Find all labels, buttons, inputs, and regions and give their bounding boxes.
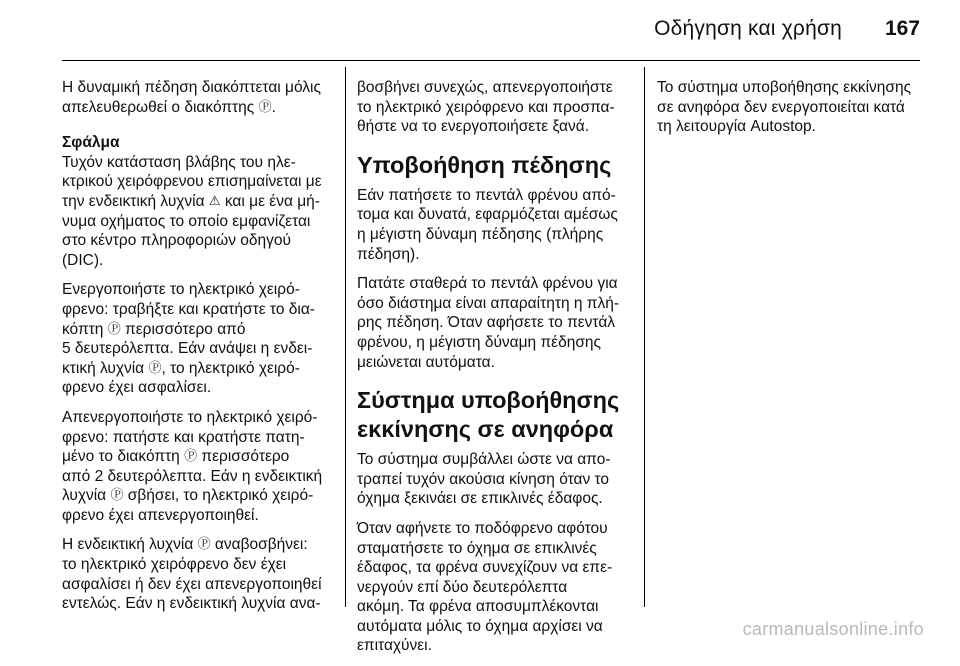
parking-brake-icon: Ⓟ [107, 320, 121, 336]
column-1 [62, 78, 334, 624]
paragraph [357, 450, 633, 509]
watermark: carmanualsonline.info [742, 619, 924, 639]
text-line: Πατάτε σταθερά το πεντάλ φρένου για [357, 275, 618, 293]
text-line: μειώνεται αυτόματα. [357, 353, 495, 371]
parking-brake-icon: Ⓟ [148, 359, 162, 375]
text-line: όσο διάστημα είναι απαραίτητη η πλή- [357, 294, 620, 312]
heading-line: Σύστημα υποβοήθησης [357, 387, 620, 414]
paragraph [62, 408, 334, 526]
text-line [62, 447, 334, 467]
text-line [62, 192, 334, 212]
text-line: αυτόματα μόλις το όχημα αρχίσει να [357, 617, 603, 635]
text-line [62, 486, 334, 506]
column-3 [657, 78, 929, 147]
paragraph [657, 78, 929, 137]
section-subheading: Σφάλμα [62, 134, 120, 152]
parking-brake-icon: Ⓟ [110, 487, 124, 503]
parking-brake-icon: Ⓟ [258, 98, 272, 114]
text-fragment: περισσότερο [201, 448, 290, 466]
text-line: ακόμη. Τα φρένα αποσυμπλέκονται [357, 598, 599, 616]
text-line: εντελώς. Εάν η ενδεικτική λυχνία ανα- [62, 595, 321, 613]
text-line: στο κέντρο πληροφοριών οδηγού [62, 232, 291, 250]
text-line: Τυχόν κατάσταση βλάβης του ηλε- [62, 153, 296, 171]
text-line: τη λειτουργία Autostop. [657, 118, 816, 136]
text-line [62, 359, 334, 379]
text-fragment: . [271, 98, 276, 116]
text-line [62, 320, 334, 340]
text-line: επιταχύνει. [357, 637, 432, 655]
text-line: θήστε να το ενεργοποιήσετε ξανά. [357, 118, 590, 136]
parking-brake-icon: Ⓟ [197, 536, 211, 552]
paragraph [62, 280, 334, 398]
warning-lamp-icon: ⚠ [208, 192, 221, 208]
heading-line: Υποβοήθηση πέδησης [357, 151, 612, 178]
text-line: φρένου, η μέγιστη δύναμη πέδησης [357, 333, 601, 351]
text-line: ρης πέδηση. Όταν αφήσετε το πεντάλ [357, 314, 616, 332]
text-line: Όταν αφήνετε το ποδόφρενο αφότου [357, 519, 608, 537]
column-2 [357, 78, 633, 666]
text-line: Απενεργοποιήστε το ηλεκτρικό χειρό- [62, 408, 318, 426]
text-line: νυμα οχήματος το οποίο εμφανίζεται [62, 212, 311, 230]
paragraph [62, 535, 334, 613]
paragraph [357, 519, 633, 656]
text-line: φρενο: τραβήξτε και κρατήστε το δια- [62, 300, 315, 318]
text-line [62, 98, 334, 118]
text-fragment: κόπτη [62, 320, 104, 338]
text-fragment: , το ηλεκτρικό χειρό- [161, 359, 300, 377]
section-heading [357, 386, 633, 444]
text-fragment: κτική λυχνία [62, 359, 145, 377]
paragraph [357, 186, 633, 264]
column-divider [345, 67, 346, 607]
text-line [62, 535, 334, 555]
text-line: κτρικού χειρόφρενου επισημαίνεται με [62, 173, 322, 191]
text-line: το ηλεκτρικό χειρόφρενο δεν έχει [62, 556, 287, 574]
text-line: βοσβήνει συνεχώς, απενεργοποιήστε [357, 79, 613, 96]
text-line: φρενο: πατήστε και κρατήστε πατη- [62, 428, 305, 446]
text-line: Το σύστημα υποβοήθησης εκκίνησης [657, 79, 912, 96]
text-line: τραπεί τυχόν ακούσια κίνηση όταν το [357, 470, 610, 488]
text-line: από 2 δευτερόλεπτα. Εάν η ενδεικτική [62, 467, 323, 485]
text-line: όχημα ξεκινάει σε επικλινές έδαφος. [357, 490, 603, 508]
text-line: 5 δευτερόλεπτα. Εάν ανάψει η ενδει- [62, 340, 313, 358]
paragraph [357, 274, 633, 372]
text-line: η μέγιστη δύναμη πέδησης (πλήρης [357, 225, 604, 243]
header-divider [62, 60, 920, 61]
column-divider [644, 67, 645, 607]
heading-line: εκκίνησης σε ανηφόρα [357, 416, 614, 443]
text-line: ασφαλίσει ή δεν έχει απενεργοποιηθεί [62, 575, 322, 593]
text-line: φρενο έχει απενεργοποιηθεί. [62, 506, 259, 524]
text-fragment: Η ενδεικτική λυχνία [62, 536, 194, 554]
text-fragment: λυχνία [62, 487, 107, 505]
text-line: Εάν πατήσετε το πεντάλ φρένου από- [357, 186, 616, 204]
text-line: (DIC). [62, 251, 104, 269]
text-fragment: περισσότερο από [125, 320, 246, 338]
paragraph [357, 78, 633, 137]
page-number: 167 [884, 17, 920, 40]
text-line: σταματήσετε το όχημα σε επικλινές [357, 539, 597, 557]
text-fragment: σβήσει, το ηλεκτρικό χειρό- [127, 487, 314, 505]
text-fragment: απελευθερωθεί ο διακόπτης [62, 98, 255, 116]
text-line: σε ανηφόρα δεν ενεργοποιείται κατά [657, 98, 905, 116]
text-fragment: μένο το διακόπτη [62, 448, 180, 466]
paragraph [62, 133, 334, 270]
section-heading [357, 151, 633, 180]
text-line: φρενο έχει ασφαλίσει. [62, 379, 212, 397]
text-line: Η δυναμική πέδηση διακόπτεται μόλις [62, 79, 321, 96]
text-line: τομα και δυνατά, εφαρμόζεται αμέσως [357, 206, 618, 224]
text-line: το ηλεκτρικό χειρόφρενο και προσπα- [357, 98, 615, 116]
paragraph [62, 78, 334, 117]
text-line: Το σύστημα συμβάλλει ώστε να απο- [357, 451, 611, 469]
page-title: Οδήγηση και χρήση [654, 17, 842, 40]
text-line: Ενεργοποιήστε το ηλεκτρικό χειρό- [62, 281, 300, 299]
text-fragment: την ενδεικτική λυχνία [62, 192, 205, 210]
text-line: νεργούν επί δύο δευτερόλεπτα [357, 578, 568, 596]
parking-brake-icon: Ⓟ [184, 448, 198, 464]
page-header [0, 0, 960, 62]
text-fragment: αναβοσβήνει: [214, 536, 308, 554]
text-line: πέδηση). [357, 245, 420, 263]
text-fragment: και με ένα μή- [224, 192, 320, 210]
text-line: έδαφος, τα φρένα συνεχίζουν να επε- [357, 559, 613, 577]
